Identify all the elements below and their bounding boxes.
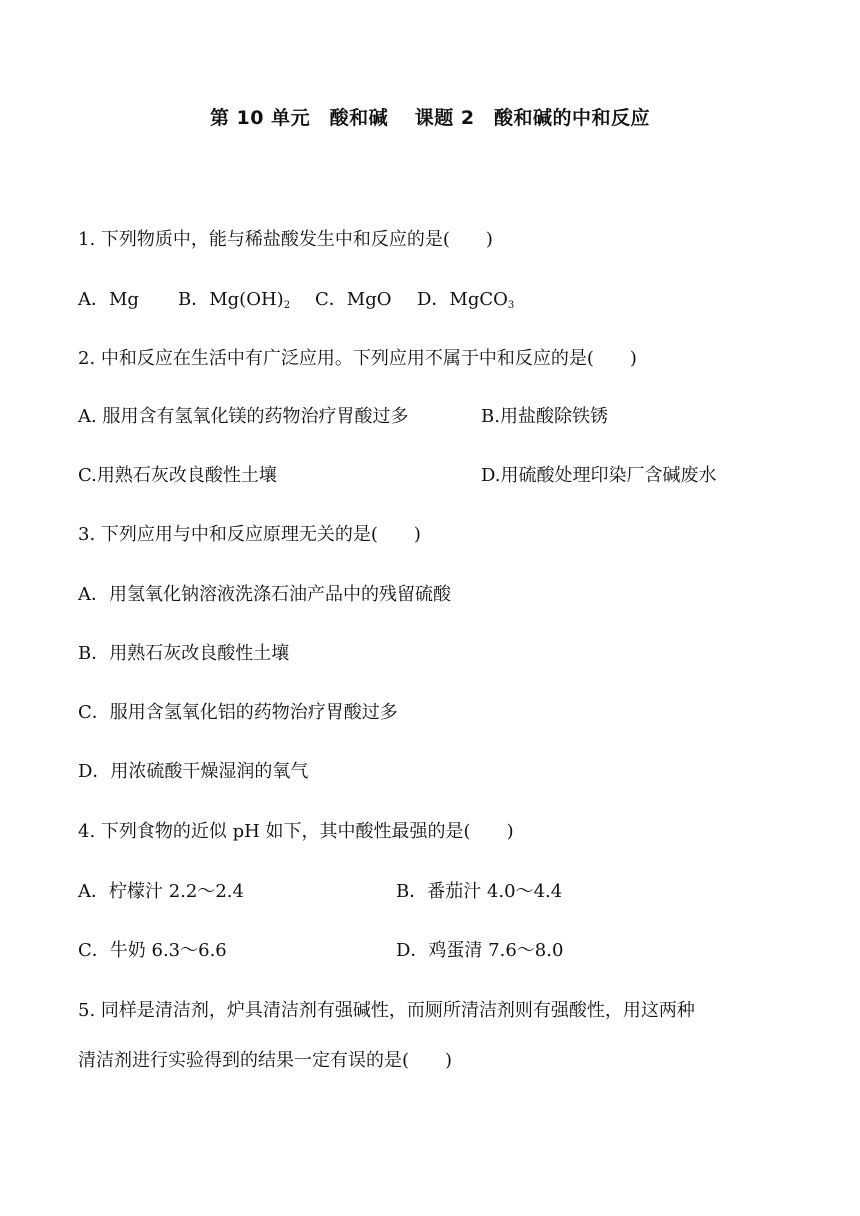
page-title: 第 10 单元 酸和碱 课题 2 酸和碱的中和反应 [209,107,651,129]
question-4-stem: 4. 下列食物的近似 pH 如下，其中酸性最强的是( ) [78,821,514,842]
question-3-option-c: C．服用含氢氧化铝的药物治疗胃酸过多 [78,702,398,723]
question-2-option-b: B.用盐酸除铁锈 [481,406,608,427]
question-4-option-c: C．牛奶 6.3～6.6 [78,940,227,961]
question-1-option-a: A．Mg [78,289,139,310]
question-2-options-row-2 [78,462,717,490]
question-5-stem-line-2: 清洁剂进行实验得到的结果一定有误的是( ) [78,1050,453,1071]
question-3-option-b: B．用熟石灰改良酸性土壤 [78,643,290,664]
question-1-option-d [417,286,514,314]
question-3-option-a: A．用氢氧化钠溶液洗涤石油产品中的残留硫酸 [78,584,451,605]
question-1-option-b-subscript: 2 [283,300,291,311]
question-1-option-b [178,286,315,314]
question-4-option-b: B．番茄汁 4.0～4.4 [396,881,563,902]
question-2-option-a: A. 服用含有氢氧化镁的药物治疗胃酸过多 [78,406,409,427]
question-1-stem: 1. 下列物质中，能与稀盐酸发生中和反应的是( ) [78,229,493,250]
question-4-options-row-2 [78,937,563,965]
question-5-stem [78,996,788,1076]
question-4-options-row-1 [78,878,562,906]
question-1-option-b-text: B．Mg(OH) [178,289,284,310]
question-2-option-d: D.用硫酸处理印染厂含碱废水 [481,465,717,486]
question-2-stem: 2. 中和反应在生活中有广泛应用。下列应用不属于中和反应的是( ) [78,348,637,369]
question-4-option-d: D．鸡蛋清 7.6～8.0 [396,940,564,961]
question-3-option-d: D．用浓硫酸干燥湿润的氧气 [78,761,309,782]
question-4-option-a: A．柠檬汁 2.2～2.4 [78,881,244,902]
question-2-options-row-1 [78,403,608,431]
question-1-option-d-text: D．MgCO [417,289,508,310]
question-2-option-c: C.用熟石灰改良酸性土壤 [78,465,277,486]
question-5-stem-line-1: 5. 同样是清洁剂，炉具清洁剂有强碱性，而厕所清洁剂则有强酸性，用这两种 [78,1000,695,1021]
question-1-option-d-subscript: 3 [507,300,515,311]
question-1-option-c: C．MgO [315,289,392,310]
question-3-stem: 3. 下列应用与中和反应原理无关的是( ) [78,524,421,545]
question-1-options [78,286,514,314]
